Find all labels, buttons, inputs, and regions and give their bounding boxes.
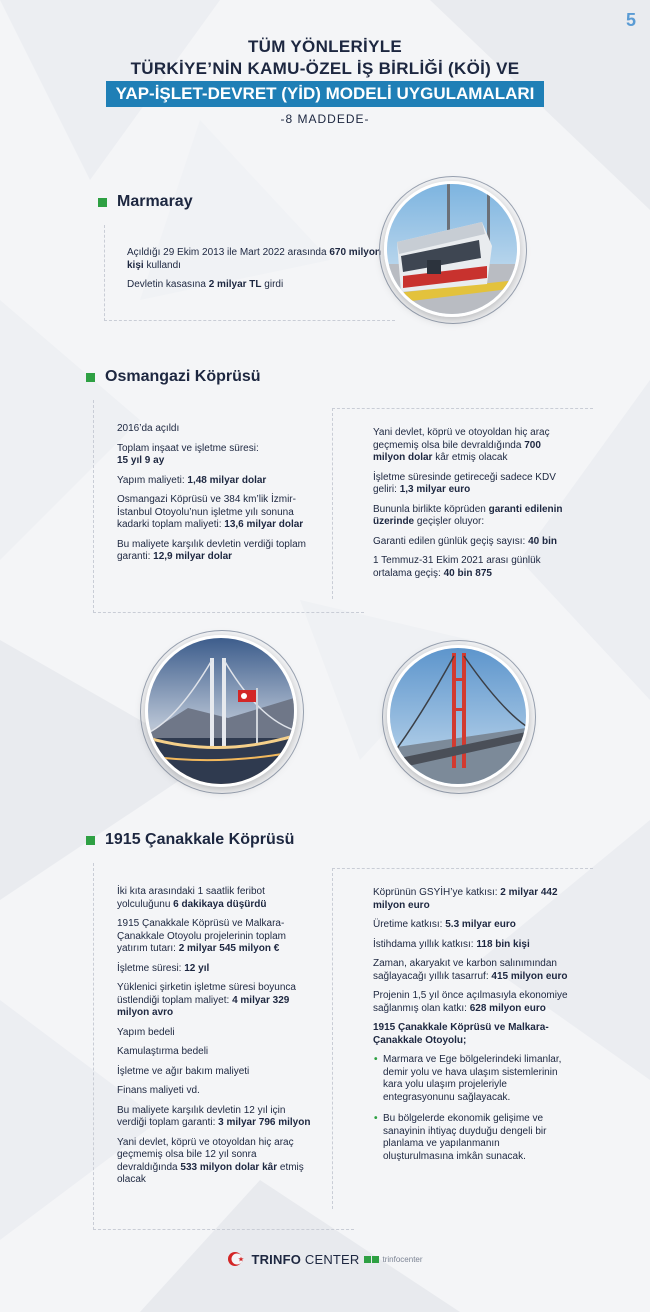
page-number: 5: [625, 10, 636, 30]
crescent-star-logo-icon: [227, 1250, 245, 1268]
osmangazi-daily-average: 1 Temmuz-31 Ekim 2021 arası günlük ortalama geçiş: 40 bin 875: [373, 555, 541, 579]
canakkale-investment: 1915 Çanakkale Köprüsü ve Malkara-Çanakkale Otoyolu projelerinin toplam yatırım tutarı: 2 milyar 545 milyon €: [117, 918, 286, 954]
canakkale-early-opening: Projenin 1,5 yıl önce açılmasıyla ekonomiye sağlanmış olan katkı: 628 milyon euro: [373, 990, 568, 1014]
page-header: [0, 36, 650, 126]
marmaray-train-photo: [384, 181, 520, 317]
social-icon: [364, 1256, 371, 1263]
osmangazi-opened: 2016’da açıldı: [117, 423, 180, 434]
canakkale-savings: Zaman, akaryakıt ve karbon salınımından sağlayacağı yıllık tasarruf: 415 milyon euro: [373, 958, 568, 982]
canakkale-gdp: Köprünün GSYİH’ye katkısı: 2 milyar 442 milyon euro: [373, 887, 558, 911]
footer-brand: [0, 1250, 650, 1268]
header-line-1: TÜM YÖNLERİYLE: [247, 37, 403, 56]
list-item: • Marmara ve Ege bölgelerindeki limanlar, demir yolu ve hava ulaşım sistemlerinin kara yolu ulaşım projeleriyle entegrasyonunu sağlayacak.: [383, 1054, 573, 1104]
canakkale-cost-item: Yapım bedeli: [117, 1026, 175, 1038]
social-handle: trinfocenter: [382, 1254, 423, 1264]
green-square-icon: [86, 836, 95, 845]
osmangazi-cost: Yapım maliyeti: 1,48 milyar dolar: [117, 474, 267, 486]
osmangazi-bridge-photo: [145, 635, 297, 787]
brand-name: TRINFO CENTER: [251, 1251, 360, 1267]
green-square-icon: [86, 373, 95, 382]
osmangazi-right-card: [332, 408, 593, 599]
canakkale-bullets-heading: 1915 Çanakkale Köprüsü ve Malkara-Çanakkale Otoyolu;: [373, 1022, 549, 1046]
osmangazi-profit: Yani devlet, köprü ve otoyoldan hiç araç geçmemiş olsa bile devraldığında 700 milyon dolar kâr etmiş olacak: [373, 427, 550, 463]
canakkale-right-card: [332, 868, 593, 1209]
green-square-icon: [98, 198, 107, 207]
canakkale-guarantee: Bu maliyete karşılık devletin 12 yıl için verdiği toplam garanti: 3 milyar 796 milyon: [117, 1104, 311, 1128]
canakkale-bridge-photo: [387, 645, 529, 787]
canakkale-left-card: [93, 863, 354, 1230]
header-line-2: TÜRKİYE’NİN KAMU-ÖZEL İŞ BİRLİĞİ (KÖİ) VE: [130, 59, 520, 78]
osmangazi-left-card: [93, 400, 364, 613]
osmangazi-daily-guarantee: Garanti edilen günlük geçiş sayısı: 40 bin: [373, 535, 557, 547]
section-title-marmaray: Marmaray: [98, 193, 193, 211]
marmaray-card: [104, 225, 395, 321]
osmangazi-total-cost: Osmangazi Köprüsü ve 384 km’lik İzmir-İstanbul Otoyolu’nun işletme yılı sonuna kadarki toplam maliyeti: 13,6 milyar dolar: [117, 494, 304, 530]
social-icon: [372, 1256, 379, 1263]
marmaray-usage: Açıldığı 29 Ekim 2013 ile Mart 2022 arasında 670 milyon kişi kullandı: [127, 247, 382, 271]
canakkale-cost-item: İşletme ve ağır bakım maliyeti: [117, 1065, 250, 1077]
canakkale-ferry: İki kıta arasındaki 1 saatlik feribot yolculuğunu 6 dakikaya düşürdü: [117, 886, 267, 910]
osmangazi-duration: Toplam inşaat ve işletme süresi: 15 yıl 9 ay: [117, 442, 259, 466]
canakkale-cost-item: Kamulaştırma bedeli: [117, 1046, 209, 1057]
section-title-osmangazi: Osmangazi Köprüsü: [86, 368, 261, 386]
header-subtitle: -8 MADDEDE-: [280, 112, 370, 126]
section-title-canakkale: 1915 Çanakkale Köprüsü: [86, 831, 294, 849]
osmangazi-guarantee: Bu maliyete karşılık devletin verdiği toplam garanti: 12,9 milyar dolar: [117, 538, 306, 562]
list-item: • Bu bölgelerde ekonomik gelişime ve sanayinin ihtiyaç duyduğu dengeli bir planlama ve yapılanmanın oluşturulmasına imkân sunacak.: [383, 1113, 573, 1163]
osmangazi-over-guarantee: Bununla birlikte köprüden garanti edilenin üzerinde geçişler oluyor:: [373, 503, 563, 527]
canakkale-profit: Yani devlet, köprü ve otoyoldan hiç araç geçmemiş olsa bile 12 yıl sonra devraldığında 533 milyon dolar kâr etmiş olacak: [117, 1136, 304, 1185]
marmaray-revenue: Devletin kasasına 2 milyar TL girdi: [127, 279, 284, 290]
canakkale-contractor-cost: Yüklenici şirketin işletme süresi boyunca üstlendiği toplam maliyet: 4 milyar 329 milyon avro: [117, 982, 296, 1018]
osmangazi-vat: İşletme süresinde getireceği sadece KDV geliri: 1,3 milyar euro: [373, 471, 556, 495]
canakkale-production: Üretime katkısı: 5.3 milyar euro: [373, 919, 516, 930]
canakkale-cost-item: Finans maliyeti vd.: [117, 1085, 200, 1096]
canakkale-operation-period: İşletme süresi: 12 yıl: [117, 962, 210, 974]
header-band: YAP-İŞLET-DEVRET (YİD) MODELİ UYGULAMALARI: [106, 81, 545, 107]
canakkale-bullet-list: [373, 1054, 573, 1163]
canakkale-employment: İstihdama yıllık katkısı: 118 bin kişi: [373, 938, 530, 950]
